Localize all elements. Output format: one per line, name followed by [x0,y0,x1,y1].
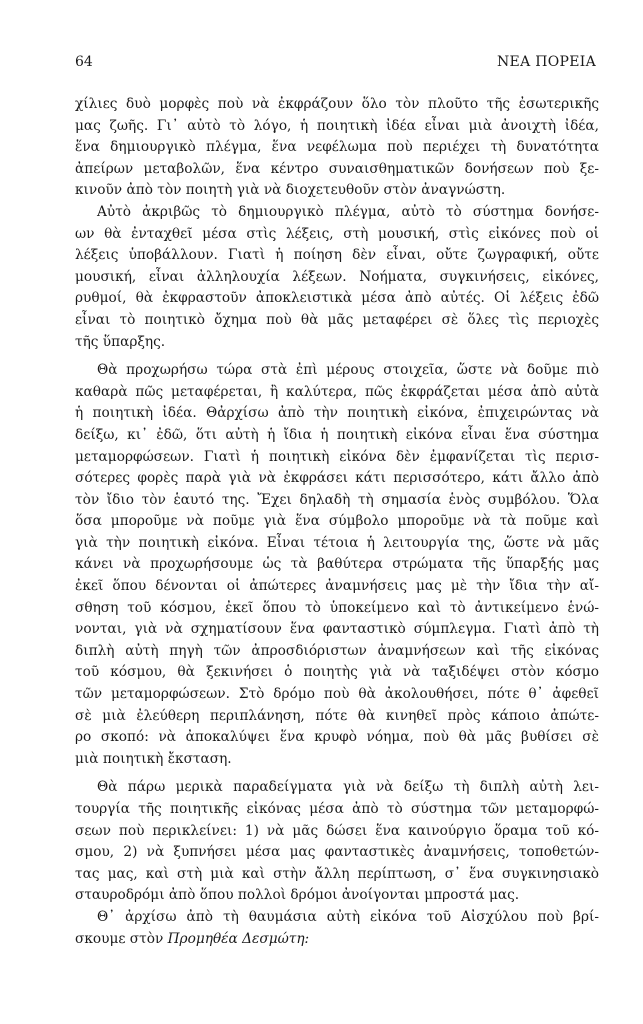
text-line: ἀπείρων μεταβολῶν, ἕνα κέντρο συναισθηματικῶν δονήσεων ποὺ ξε- [75,160,599,177]
running-head: ΝΕΑ ΠΟΡΕΙΑ [497,54,596,70]
text-line: τῆς ὕπαρξης. [75,333,166,350]
text-line: τουργία τῆς ποιητικῆς εἰκόνας μέσα ἀπὸ τὸ σύστημα τῶν μεταμορφώ- [75,801,599,817]
page-number: 64 [75,54,93,70]
text-line: σθηση τοῦ κόσμου, ἐκεῖ ὅπου τὸ ὑποκείμενο καὶ τὸ ἀντικείμενο ἑνώ- [75,599,599,616]
text-line: χίλιες δυὸ μορφὲς ποὺ νὰ ἐκφράζουν ὅλο τὸν πλοῦτο τῆς ἐσωτερικῆς [75,96,599,112]
text-line: Αὐτὸ ἀκριβῶς τὸ δημιουργικὸ πλέγμα, αὐτὸ τὸ σύστημα δονήσε- [97,203,599,220]
text-line: σότερες φορὲς παρὰ γιὰ νὰ ἐκφράσει κάτι περισσότερο, κάτι ἄλλο ἀπὸ [75,470,599,487]
text-line: σεων ποὺ περικλείνει: 1) νὰ μᾶς δώσει ἕνα καινούργιο ὅραμα τοῦ κό- [75,822,599,839]
text-line: κάνει νὰ προχωρήσουμε ὡς τὰ βαθύτερα στρώματα τῆς ὕπαρξής μας [75,556,599,573]
text-line: καθαρὰ πῶς μεταφέρεται, ἢ καλύτερα, πῶς ἐκφράζεται μέσα ἀπὸ αὐτὰ [75,383,599,400]
body-text [75,94,599,950]
text-line: σὲ μιὰ ἐλεύθερη περιπλάνηση, πότε θὰ κινηθεῖ πρὸς κάποιο ἀπώτε- [75,707,599,724]
text-line: μουσική, εἶναι ἀλληλουχία λέξεων. Νοήματα, συγκινήσεις, εἰκόνες, [75,268,599,285]
paragraph [75,777,599,907]
text-line: Θὰ προχωρήσω τώρα στὰ ἐπὶ μέρους στοιχεῖα, ὥστε νὰ δοῦμε πιὸ [97,362,599,379]
play-title: Προμηθέα Δεσμώτη: [167,930,310,947]
text-line: ρο σκοπό: νὰ ἀποκαλύψει ἕνα κρυφὸ νόημα, ποὺ θὰ μᾶς βυθίσει σὲ [75,729,599,746]
text-line: ρυθμοί, θὰ ἐκφραστοῦν ἀποκλειστικὰ μέσα ἀπὸ αὐτές. Οἱ λέξεις ἐδῶ [75,290,599,307]
text-line: ἡ ποιητικὴ ἰδέα. Θἀρχίσω ἀπὸ τὴν ποιητικὴ εἰκόνα, ἐπιχειρώντας νὰ [75,405,599,422]
text-line: νονται, γιὰ νὰ σχηματίσουν ἕνα φανταστικὸ σύμπλεγμα. Γιατὶ ἀπὸ τὴ [75,621,599,638]
text-line: τὸν ἴδιο τὸν ἑαυτό της. Ἔχει δηλαδὴ τὴ σημασία ἑνὸς συμβόλου. Ὅλα [75,491,599,508]
closing-line-text: σκουμε στὸν [75,930,168,947]
paragraph-gap [75,770,599,777]
text-line: ων θὰ ἐνταχθεῖ μέσα στὶς λέξεις, στὴ μουσική, στὶς εἰκόνες ποὺ οἱ [75,225,599,242]
text-line: σμου, 2) νὰ ξυπνήσει μέσα μας φανταστικὲς ἀναμνήσεις, τοποθετών- [75,844,599,861]
text-line: σταυροδρόμι ἀπὸ ὅπου πολλοὶ δρόμοι ἀνοίγονται μπροστά μας. [75,887,520,904]
text-line: εἶναι τὸ ποιητικὸ ὄχημα ποὺ θὰ μᾶς μεταφέρει σὲ ὅλες τὶς περιοχὲς [75,311,599,328]
text-line: μιὰ ποιητικὴ ἔκσταση. [75,750,232,767]
text-line: γιὰ τὴν ποιητικὴ εἰκόνα. Εἶναι τέτοια ἡ λειτουργία της, ὥστε νὰ μᾶς [75,534,599,551]
text-line: λέξεις ὑποβάλλουν. Γιατὶ ἡ ποίηση δὲν εἶναι, οὔτε ζωγραφική, οὔτε [75,247,599,264]
text-line [75,929,599,951]
text-line: ὅσα μποροῦμε νὰ ποῦμε γιὰ ἕνα σύμβολο μποροῦμε νὰ τὰ ποῦμε καὶ [75,513,599,530]
text-line: δείξω, κι᾽ ἐδῶ, ὅτι αὐτὴ ἡ ἴδια ἡ ποιητικὴ εἰκόνα εἶναι ἕνα σύστημα [75,426,599,443]
text-line: μεταμορφώσεων. Γιατὶ ἡ ποιητικὴ εἰκόνα δὲν ἐμφανίζεται τὶς περισ- [75,448,599,465]
text-line: τῶν μεταμορφώσεων. Στὸ δρόμο ποὺ θὰ ἀκολουθήσει, πότε θ᾽ ἀφεθεῖ [75,686,599,703]
paragraph [75,94,599,202]
text-line: Θ᾽ ἀρχίσω ἀπὸ τὴ θαυμάσια αὐτὴ εἰκόνα τοῦ Αἰσχύλου ποὺ βρί- [97,908,599,925]
text-line: τοῦ κόσμου, θὰ ξεκινήσει ὁ ποιητὴς γιὰ νὰ ταξιδέψει στὸν κόσμο [75,664,599,681]
text-line: ἐκεῖ ὅπου δένονται οἱ ἀπώτερες ἀναμνήσεις μας μὲ τὴν ἴδια τὴν αἴ- [75,578,599,595]
text-line: ἕνα δημιουργικὸ πλέγμα, ἕνα νεφέλωμα ποὺ περιέχει τὴ δυνατότητα [75,139,599,156]
paragraph [75,360,599,770]
text-line: Θὰ πάρω μερικὰ παραδείγματα γιὰ νὰ δείξω τὴ διπλὴ αὐτὴ λει- [97,779,599,796]
paragraph [75,202,599,353]
text-line: τας μας, καὶ στὴ μιὰ καὶ στὴν ἄλλη περίπτωση, σ᾽ ἕνα συγκινησιακὸ [75,865,599,882]
text-line: μας ζωῆς. Γι᾽ αὐτὸ τὸ λόγο, ἡ ποιητικὴ ἰδέα εἶναι μιὰ ἀνοιχτὴ ἰδέα, [75,117,599,134]
text-line: κινοῦν ἀπὸ τὸν ποιητὴ γιὰ νὰ διοχετευθοῦν στὸν ἀναγνώστη. [75,182,506,199]
text-line: διπλὴ αὐτὴ πηγὴ τῶν ἀπροσδιόριστων ἀναμνήσεων καὶ τῆς εἰκόνας [75,642,599,659]
paragraph [75,907,599,950]
paragraph-gap [75,353,599,360]
